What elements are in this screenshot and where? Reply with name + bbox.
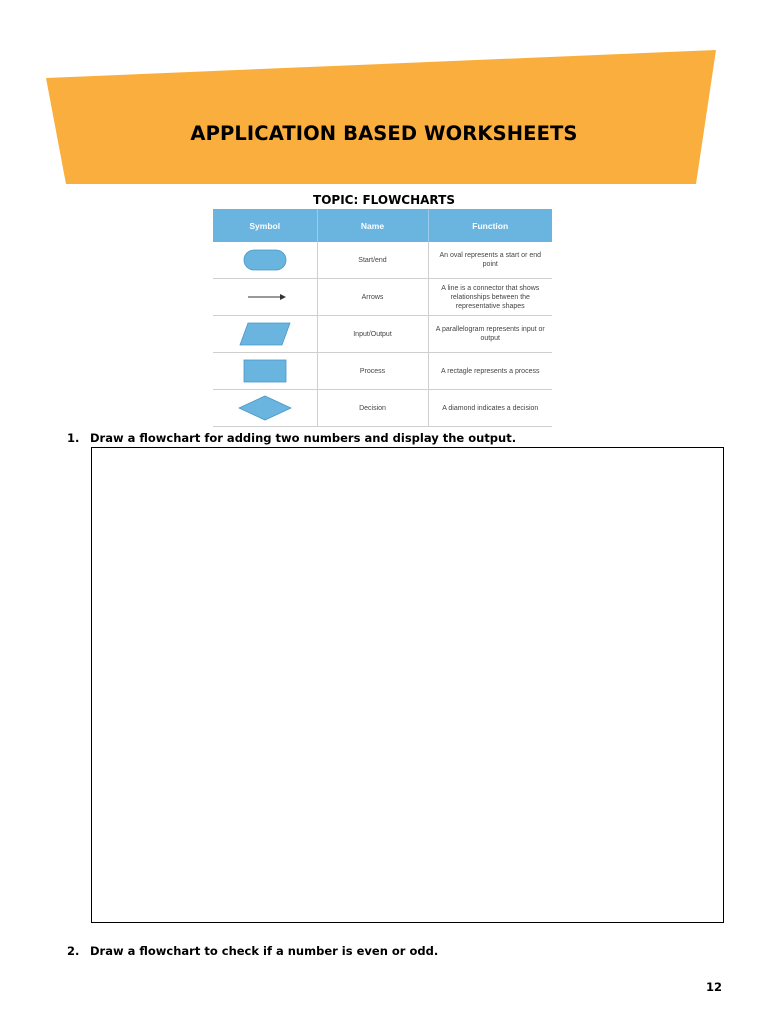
arrow-icon — [240, 287, 290, 307]
name-cell: Process — [317, 353, 428, 390]
column-header: Name — [317, 209, 428, 242]
question-number: 2. — [67, 944, 80, 958]
column-header: Function — [428, 209, 552, 242]
function-cell: A parallelogram represents input or output — [428, 316, 552, 353]
question-text: Draw a flowchart to check if a number is even or odd. — [90, 944, 439, 958]
name-cell: Start/end — [317, 242, 428, 279]
question-1 — [67, 431, 516, 445]
page-title: APPLICATION BASED WORKSHEETS — [190, 122, 578, 145]
oval-icon — [240, 247, 290, 273]
symbol-cell — [213, 316, 317, 353]
table-row — [213, 242, 552, 279]
table-row — [213, 390, 552, 427]
symbol-cell — [213, 242, 317, 279]
table-row — [213, 316, 552, 353]
diamond-icon — [237, 394, 293, 422]
question-number: 1. — [67, 431, 80, 445]
page-number: 12 — [705, 980, 722, 994]
symbol-cell — [213, 279, 317, 316]
symbol-cell — [213, 390, 317, 427]
answer-box[interactable] — [91, 447, 724, 923]
table-row — [213, 353, 552, 390]
name-cell: Decision — [317, 390, 428, 427]
symbol-cell — [213, 353, 317, 390]
question-text: Draw a flowchart for adding two numbers and display the output. — [90, 431, 517, 445]
question-2 — [67, 944, 438, 958]
function-cell: A line is a connector that shows relationships between the representative shapes — [428, 279, 552, 316]
table-row — [213, 279, 552, 316]
name-cell: Input/Output — [317, 316, 428, 353]
function-cell: A diamond indicates a decision — [428, 390, 552, 427]
parallelogram-icon — [237, 320, 293, 348]
table-header-row — [213, 209, 552, 242]
column-header: Symbol — [213, 209, 317, 242]
function-cell: An oval represents a start or end point — [428, 242, 552, 279]
topic-heading: TOPIC: FLOWCHARTS — [313, 193, 455, 207]
header-banner — [0, 0, 768, 190]
name-cell: Arrows — [317, 279, 428, 316]
banner-shape — [46, 50, 716, 184]
rectangle-icon — [240, 357, 290, 385]
flowchart-symbols-table — [213, 209, 552, 427]
function-cell: A rectagle represents a process — [428, 353, 552, 390]
